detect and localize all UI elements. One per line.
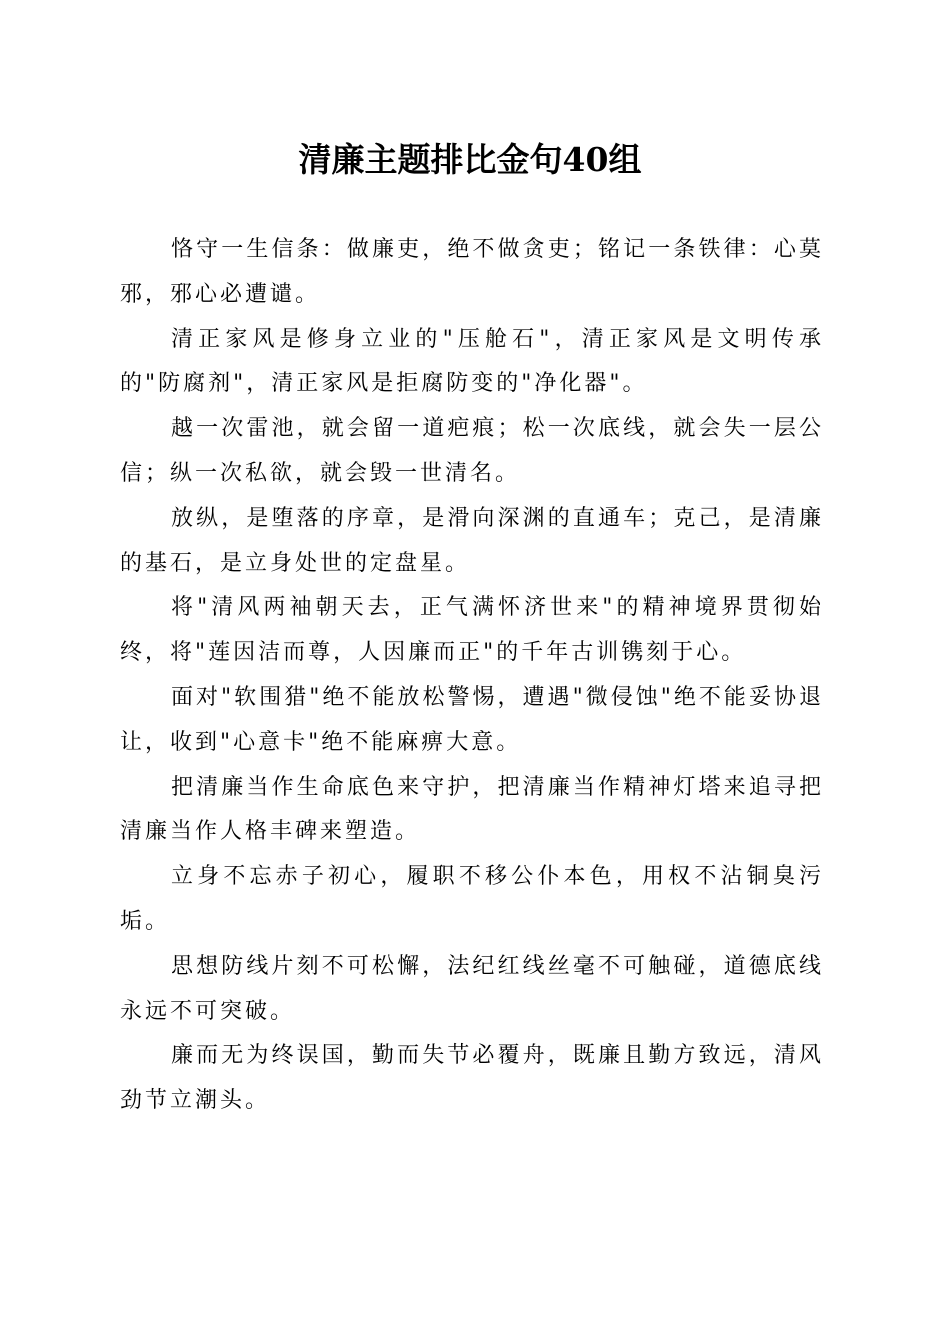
document-body <box>120 228 824 1124</box>
paragraph: 将"清风两袖朝天去，正气满怀济世来"的精神境界贯彻始终，将"莲因洁而尊，人因廉而正"的千年古训镌刻于心。 <box>120 595 824 666</box>
paragraph: 恪守一生信条：做廉吏，绝不做贪吏；铭记一条铁律：心莫邪，邪心必遭谴。 <box>120 237 824 307</box>
paragraph: 面对"软围猎"绝不能放松警惕，遭遇"微侵蚀"绝不能妥协退让，收到"心意卡"绝不能麻痹大意。 <box>120 684 824 755</box>
paragraph: 思想防线片刻不可松懈，法纪红线丝毫不可触碰，道德底线永远不可突破。 <box>120 953 824 1024</box>
document-title: 清廉主题排比金句40组 <box>298 140 642 179</box>
paragraph: 放纵，是堕落的序章，是滑向深渊的直通车；克己，是清廉的基石，是立身处世的定盘星。 <box>120 505 824 576</box>
paragraph: 立身不忘赤子初心，履职不移公仆本色，用权不沾铜臭污垢。 <box>120 864 824 934</box>
paragraph: 清正家风是修身立业的"压舱石"，清正家风是文明传承的"防腐剂"，清正家风是拒腐防变的"净化器"。 <box>120 326 824 397</box>
paragraph: 把清廉当作生命底色来守护，把清廉当作精神灯塔来追寻把清廉当作人格丰碑来塑造。 <box>120 774 824 845</box>
paragraph: 越一次雷池，就会留一道疤痕；松一次底线，就会失一层公信；纵一次私欲，就会毁一世清名。 <box>120 416 824 486</box>
paragraph: 廉而无为终误国，勤而失节必覆舟，既廉且勤方致远，清风劲节立潮头。 <box>120 1043 824 1114</box>
